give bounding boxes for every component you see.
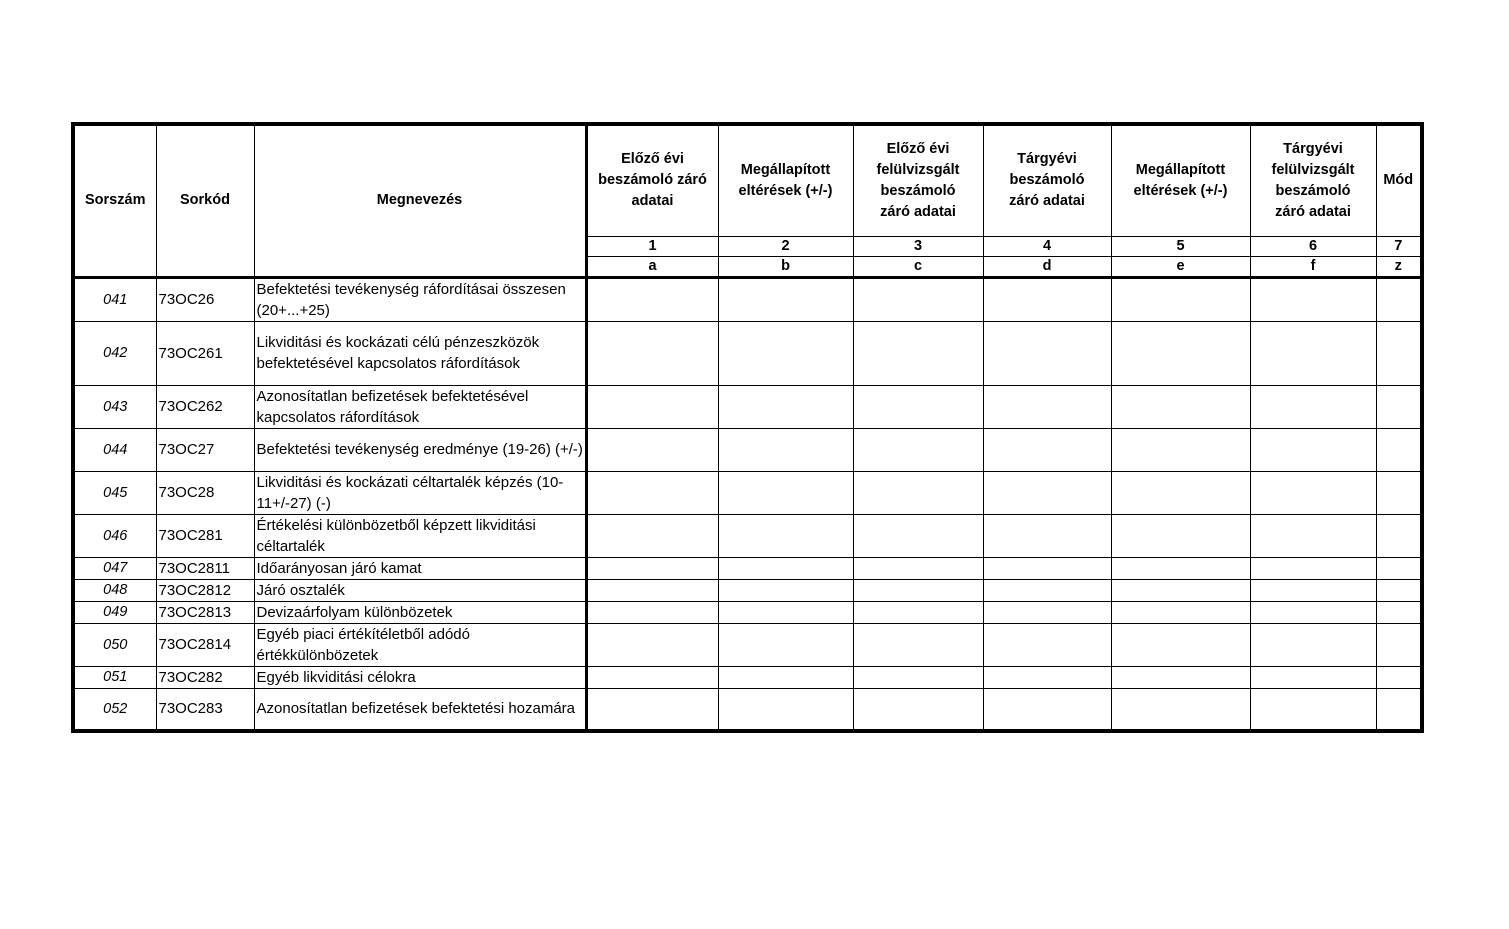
value-cell-e[interactable] [1111,514,1250,557]
value-cell-f[interactable] [1250,428,1376,471]
value-cell-f[interactable] [1250,557,1376,579]
value-cell-a[interactable] [586,666,718,688]
row-megnevezes: Likviditási és kockázati céltartalék képzés (10-11+/-27) (-) [254,471,586,514]
value-cell-e[interactable] [1111,428,1250,471]
column-number-5: 5 [1111,236,1250,256]
row-sorszam: 050 [73,623,156,666]
value-cell-c[interactable] [853,601,983,623]
value-cell-z[interactable] [1376,688,1422,731]
column-letter-6: f [1250,256,1376,277]
column-number-6: 6 [1250,236,1376,256]
report-table [71,122,1424,733]
column-number-3: 3 [853,236,983,256]
value-cell-z[interactable] [1376,514,1422,557]
value-cell-b[interactable] [718,514,853,557]
row-sorkod: 73OC2813 [156,601,254,623]
row-sorkod: 73OC2811 [156,557,254,579]
table-row [73,321,1422,385]
value-cell-a[interactable] [586,557,718,579]
row-sorszam: 042 [73,321,156,385]
value-cell-d[interactable] [983,428,1111,471]
value-cell-b[interactable] [718,623,853,666]
row-sorkod: 73OC283 [156,688,254,731]
value-cell-z[interactable] [1376,428,1422,471]
value-cell-b[interactable] [718,428,853,471]
value-cell-b[interactable] [718,601,853,623]
value-cell-c[interactable] [853,471,983,514]
value-cell-z[interactable] [1376,579,1422,601]
row-megnevezes: Befektetési tevékenység ráfordításai összesen (20+...+25) [254,277,586,321]
value-cell-e[interactable] [1111,666,1250,688]
value-cell-c[interactable] [853,321,983,385]
value-cell-f[interactable] [1250,321,1376,385]
value-cell-f[interactable] [1250,277,1376,321]
column-letter-2: b [718,256,853,277]
row-sorkod: 73OC281 [156,514,254,557]
value-cell-e[interactable] [1111,601,1250,623]
table-row [73,688,1422,731]
value-cell-c[interactable] [853,623,983,666]
row-sorszam: 048 [73,579,156,601]
value-cell-c[interactable] [853,277,983,321]
value-cell-z[interactable] [1376,666,1422,688]
value-cell-c[interactable] [853,385,983,428]
table-row [73,579,1422,601]
value-cell-b[interactable] [718,579,853,601]
value-cell-b[interactable] [718,557,853,579]
value-cell-a[interactable] [586,385,718,428]
row-megnevezes: Egyéb piaci értékítéletből adódó értékkülönbözetek [254,623,586,666]
value-cell-f[interactable] [1250,471,1376,514]
value-cell-z[interactable] [1376,601,1422,623]
column-letter-7: z [1376,256,1422,277]
row-sorkod: 73OC27 [156,428,254,471]
header-col6: Tárgyévi felülvizsgált beszámoló záró adatai [1250,124,1376,236]
header-col5: Megállapított eltérések (+/-) [1111,124,1250,236]
value-cell-f[interactable] [1250,385,1376,428]
value-cell-c[interactable] [853,428,983,471]
value-cell-a[interactable] [586,277,718,321]
row-megnevezes: Befektetési tevékenység eredménye (19-26) (+/-) [254,428,586,471]
value-cell-f[interactable] [1250,666,1376,688]
value-cell-a[interactable] [586,579,718,601]
value-cell-c[interactable] [853,688,983,731]
value-cell-d[interactable] [983,579,1111,601]
table-row [73,428,1422,471]
row-megnevezes: Időarányosan járó kamat [254,557,586,579]
value-cell-c[interactable] [853,666,983,688]
row-sorszam: 046 [73,514,156,557]
column-letter-4: d [983,256,1111,277]
value-cell-e[interactable] [1111,557,1250,579]
row-megnevezes: Likviditási és kockázati célú pénzeszközök befektetésével kapcsolatos ráfordítások [254,321,586,385]
value-cell-d[interactable] [983,666,1111,688]
row-megnevezes: Járó osztalék [254,579,586,601]
value-cell-c[interactable] [853,579,983,601]
row-sorszam: 044 [73,428,156,471]
value-cell-f[interactable] [1250,623,1376,666]
row-sorszam: 049 [73,601,156,623]
column-letter-1: a [586,256,718,277]
value-cell-d[interactable] [983,601,1111,623]
value-cell-a[interactable] [586,623,718,666]
column-number-7: 7 [1376,236,1422,256]
value-cell-b[interactable] [718,688,853,731]
table-row [73,471,1422,514]
value-cell-d[interactable] [983,557,1111,579]
row-sorszam: 041 [73,277,156,321]
row-sorszam: 043 [73,385,156,428]
value-cell-e[interactable] [1111,623,1250,666]
value-cell-d[interactable] [983,277,1111,321]
value-cell-b[interactable] [718,385,853,428]
row-sorkod: 73OC2812 [156,579,254,601]
table-row [73,601,1422,623]
row-sorkod: 73OC262 [156,385,254,428]
value-cell-b[interactable] [718,321,853,385]
value-cell-d[interactable] [983,385,1111,428]
value-cell-z[interactable] [1376,623,1422,666]
value-cell-a[interactable] [586,428,718,471]
column-number-4: 4 [983,236,1111,256]
value-cell-c[interactable] [853,514,983,557]
row-sorkod: 73OC28 [156,471,254,514]
column-number-2: 2 [718,236,853,256]
value-cell-e[interactable] [1111,321,1250,385]
value-cell-c[interactable] [853,557,983,579]
row-megnevezes: Azonosítatlan befizetések befektetési hozamára [254,688,586,731]
value-cell-e[interactable] [1111,385,1250,428]
header-col2: Megállapított eltérések (+/-) [718,124,853,236]
value-cell-e[interactable] [1111,471,1250,514]
header-col3: Előző évi felülvizsgált beszámoló záró adatai [853,124,983,236]
table-row [73,623,1422,666]
value-cell-z[interactable] [1376,321,1422,385]
row-megnevezes: Értékelési különbözetből képzett likviditási céltartalék [254,514,586,557]
header-col4: Tárgyévi beszámoló záró adatai [983,124,1111,236]
column-number-1: 1 [586,236,718,256]
value-cell-f[interactable] [1250,601,1376,623]
value-cell-d[interactable] [983,623,1111,666]
row-sorkod: 73OC26 [156,277,254,321]
value-cell-b[interactable] [718,666,853,688]
header-col1: Előző évi beszámoló záró adatai [586,124,718,236]
value-cell-f[interactable] [1250,579,1376,601]
row-sorszam: 052 [73,688,156,731]
value-cell-b[interactable] [718,471,853,514]
value-cell-e[interactable] [1111,579,1250,601]
row-megnevezes: Devizaárfolyam különbözetek [254,601,586,623]
value-cell-a[interactable] [586,321,718,385]
row-megnevezes: Azonosítatlan befizetések befektetésével kapcsolatos ráfordítások [254,385,586,428]
value-cell-f[interactable] [1250,514,1376,557]
value-cell-a[interactable] [586,688,718,731]
value-cell-d[interactable] [983,321,1111,385]
value-cell-e[interactable] [1111,277,1250,321]
table-row [73,557,1422,579]
row-sorkod: 73OC2814 [156,623,254,666]
header-sorszam: Sorszám [73,124,156,277]
row-sorkod: 73OC282 [156,666,254,688]
table-row [73,385,1422,428]
value-cell-e[interactable] [1111,688,1250,731]
value-cell-d[interactable] [983,688,1111,731]
value-cell-b[interactable] [718,277,853,321]
value-cell-z[interactable] [1376,385,1422,428]
value-cell-a[interactable] [586,514,718,557]
value-cell-a[interactable] [586,601,718,623]
value-cell-d[interactable] [983,471,1111,514]
row-sorszam: 051 [73,666,156,688]
value-cell-z[interactable] [1376,557,1422,579]
value-cell-f[interactable] [1250,688,1376,731]
value-cell-z[interactable] [1376,471,1422,514]
value-cell-d[interactable] [983,514,1111,557]
header-sorkod: Sorkód [156,124,254,277]
column-letter-5: e [1111,256,1250,277]
header-megnevezes: Megnevezés [254,124,586,277]
value-cell-z[interactable] [1376,277,1422,321]
table-row [73,666,1422,688]
row-sorkod: 73OC261 [156,321,254,385]
header-col7: Mód [1376,124,1422,236]
table-row [73,277,1422,321]
table-row [73,514,1422,557]
column-letter-3: c [853,256,983,277]
row-sorszam: 045 [73,471,156,514]
row-sorszam: 047 [73,557,156,579]
value-cell-a[interactable] [586,471,718,514]
row-megnevezes: Egyéb likviditási célokra [254,666,586,688]
